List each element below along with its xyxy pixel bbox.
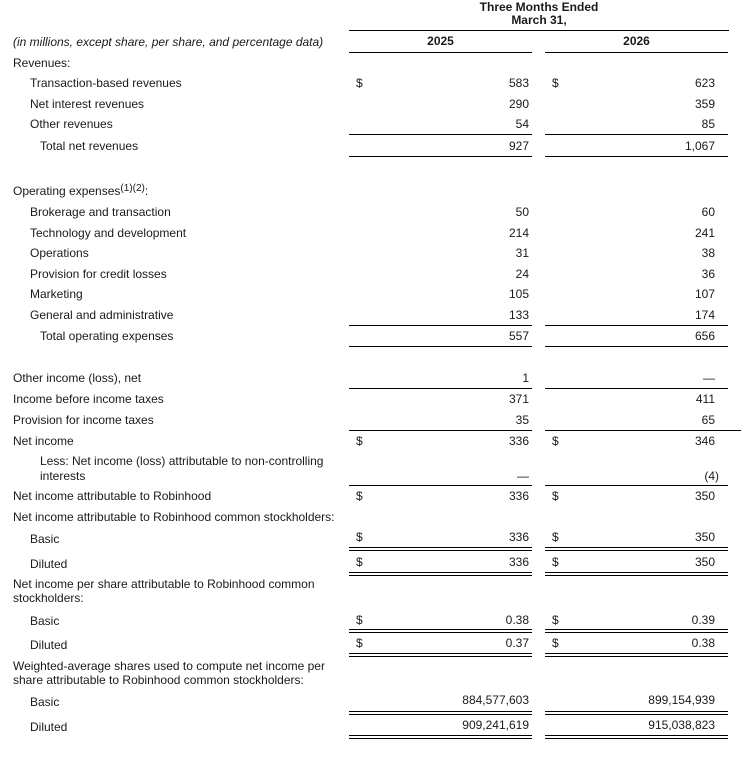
row-label: Operations [30, 246, 89, 260]
double-rule [545, 547, 728, 551]
section-shares: Weighted-average shares used to compute net income per [13, 659, 325, 673]
row-label: General and administrative [30, 308, 174, 322]
header-rule [349, 30, 729, 31]
value-2026: 899,154,939 [648, 693, 715, 707]
footnote-ref: (1)(2) [120, 183, 145, 194]
value-2026: 346 [694, 434, 715, 448]
double-rule [349, 572, 532, 576]
value-2025: 583 [508, 76, 529, 90]
value-2026: 1,067 [684, 139, 715, 153]
value-2026: 65 [701, 413, 715, 427]
value-2025: 336 [508, 434, 529, 448]
row-label: Provision for income taxes [13, 413, 154, 427]
row-label: Less: Net income (loss) attributable to non-controlling [40, 454, 324, 468]
row-label: Total net revenues [40, 139, 139, 153]
subtotal-rule [349, 134, 532, 135]
row-label: Other income (loss), net [13, 371, 142, 385]
unit-note: (in millions, except share, per share, and percentage data) [13, 35, 324, 49]
value-2025: — [517, 469, 529, 483]
value-2025: 1 [522, 371, 529, 385]
value-2026: 60 [701, 205, 715, 219]
value-2025: 909,241,619 [462, 718, 529, 732]
value-2025: 336 [508, 530, 529, 544]
double-rule [545, 653, 728, 657]
row-label: Diluted [30, 720, 68, 734]
currency-symbol: $ [552, 76, 559, 90]
year-rule-2025 [349, 52, 532, 53]
double-rule [349, 653, 532, 657]
value-2025: 105 [508, 287, 529, 301]
period-header-line2: March 31, [511, 13, 567, 27]
value-2025: 371 [508, 392, 529, 406]
value-2025: 0.38 [505, 613, 529, 627]
double-rule [349, 629, 532, 633]
value-2025: 884,577,603 [462, 693, 529, 707]
value-2026: 411 [695, 392, 715, 406]
year-header-2026: 2026 [623, 34, 650, 48]
row-label: Income before income taxes [13, 392, 164, 406]
currency-symbol: $ [356, 636, 363, 650]
total-rule [349, 346, 532, 347]
value-2026: 656 [694, 329, 715, 343]
subtotal-rule [545, 134, 728, 135]
value-2026: 359 [694, 97, 715, 111]
double-rule [545, 629, 728, 633]
double-rule [349, 711, 532, 715]
value-2026: 38 [701, 246, 715, 260]
row-label: Net income [13, 434, 74, 448]
total-rule [349, 156, 532, 157]
row-label: Provision for credit losses [30, 267, 167, 281]
value-2025: 927 [508, 139, 529, 153]
value-2026: (4) [704, 469, 719, 483]
currency-symbol: $ [552, 636, 559, 650]
row-label: Basic [30, 614, 60, 628]
section-eps-cont: stockholders: [13, 591, 84, 605]
value-2025: 0.37 [505, 636, 529, 650]
currency-symbol: $ [356, 613, 363, 627]
currency-symbol: $ [356, 530, 363, 544]
value-2026: 350 [694, 555, 715, 569]
subtotal-rule [545, 388, 728, 389]
year-rule-2026 [545, 52, 728, 53]
row-label: Diluted [30, 557, 68, 571]
subtotal-rule [545, 485, 728, 486]
value-2026: — [703, 371, 715, 385]
row-label: Other revenues [30, 117, 113, 131]
row-label: Brokerage and transaction [30, 205, 171, 219]
value-2026: 915,038,823 [648, 718, 715, 732]
row-label: Marketing [30, 287, 83, 301]
value-2025: 35 [515, 413, 529, 427]
double-rule [545, 735, 728, 739]
total-rule [545, 346, 728, 347]
double-rule [349, 547, 532, 551]
currency-symbol: $ [552, 489, 559, 503]
subtotal-rule [349, 325, 532, 326]
currency-symbol: $ [552, 613, 559, 627]
subtotal-rule [545, 430, 741, 431]
subtotal-rule [349, 485, 532, 486]
currency-symbol: $ [552, 434, 559, 448]
row-label: Basic [30, 532, 60, 546]
currency-symbol: $ [356, 434, 363, 448]
double-rule [545, 711, 728, 715]
double-rule [349, 735, 532, 739]
currency-symbol: $ [552, 555, 559, 569]
year-header-2025: 2025 [427, 34, 454, 48]
value-2025: 133 [508, 308, 529, 322]
subtotal-rule [349, 430, 532, 431]
subtotal-rule [545, 325, 728, 326]
row-label: interests [40, 469, 86, 483]
currency-symbol: $ [356, 76, 363, 90]
value-2025: 24 [515, 267, 529, 281]
section-shares-cont: share attributable to Robinhood common stockholders: [13, 673, 304, 687]
value-2026: 0.39 [691, 613, 715, 627]
value-2025: 336 [508, 489, 529, 503]
section-ni-common: Net income attributable to Robinhood common stockholders: [13, 510, 335, 524]
value-2025: 336 [508, 555, 529, 569]
row-label: Net interest revenues [30, 97, 145, 111]
value-2025: 557 [508, 329, 529, 343]
total-rule [545, 156, 728, 157]
row-label: Total operating expenses [40, 329, 174, 343]
value-2026: 350 [694, 530, 715, 544]
value-2025: 214 [508, 226, 529, 240]
value-2026: 36 [701, 267, 715, 281]
value-2026: 85 [701, 117, 715, 131]
currency-symbol: $ [552, 530, 559, 544]
section-revenues: Revenues: [13, 56, 71, 70]
row-label: Technology and development [30, 226, 187, 240]
section-eps: Net income per share attributable to Robinhood common [13, 577, 315, 591]
value-2025: 54 [515, 117, 529, 131]
subtotal-rule [349, 388, 532, 389]
value-2026: 0.38 [691, 636, 715, 650]
value-2026: 241 [694, 226, 715, 240]
value-2025: 290 [508, 97, 529, 111]
value-2026: 623 [694, 76, 715, 90]
value-2025: 31 [515, 246, 529, 260]
double-rule [545, 572, 728, 576]
row-label: Diluted [30, 638, 68, 652]
value-2026: 174 [694, 308, 715, 322]
row-label: Net income attributable to Robinhood [13, 489, 212, 503]
row-label: Transaction-based revenues [30, 76, 182, 90]
section-operating-expenses: Operating expenses$^{(1)(2)}$: [13, 183, 149, 198]
period-header-line1: Three Months Ended [479, 0, 599, 14]
currency-symbol: $ [356, 555, 363, 569]
row-label: Basic [30, 695, 60, 709]
currency-symbol: $ [356, 489, 363, 503]
value-2026: 107 [694, 287, 715, 301]
value-2025: 50 [515, 205, 529, 219]
value-2026: 350 [694, 489, 715, 503]
